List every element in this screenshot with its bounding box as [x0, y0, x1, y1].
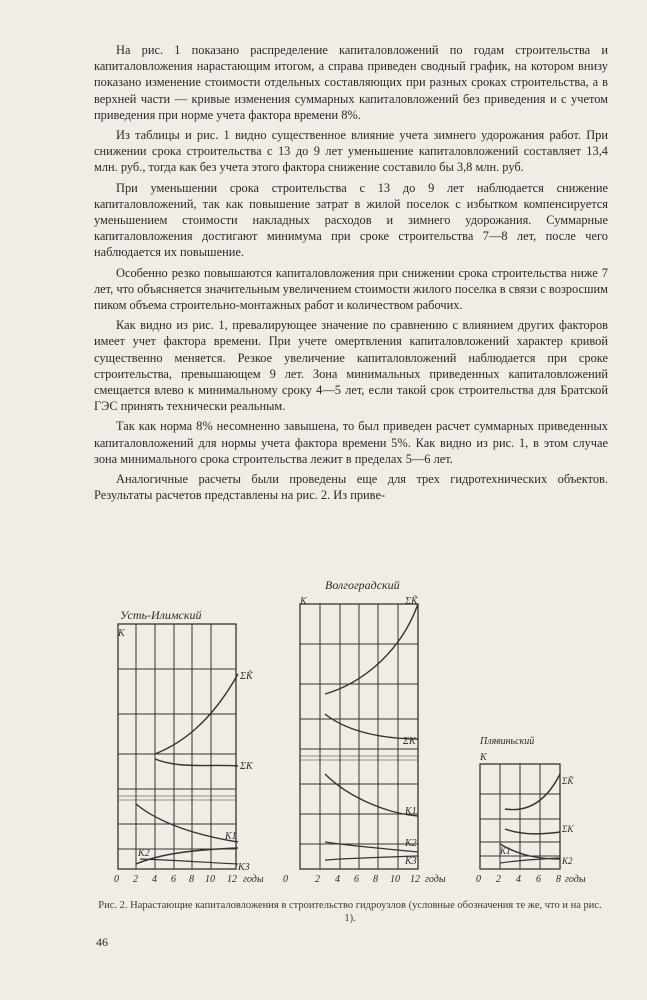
paragraph-4: Особенно резко повышаются капиталовложения при снижении срока строительства ниже 7 лет, что объясняется значительным увеличением стоимости жилого поселка в связи с возросшим пиком объема строительно-монтажных работ и количеством рабочих.	[94, 265, 608, 313]
x-tick-c1-12: 12	[227, 874, 237, 885]
paragraph-6: Так как норма 8% несомненно завышена, то был приведен расчет суммарных приведенных капиталовложений для нормы учета фактора времени 5%. Как видно из рис. 1, в этом случае зона минимального срока строительства лежит в пределах 5—6 лет.	[94, 419, 608, 466]
curve-label-c3-k1: K1	[500, 846, 511, 856]
paragraph-1: На рис. 1 показано распределение капиталовложений по годам строительства и капиталовложения нарастающим итогом, а справа приведен сводный график, на котором внизу показано изменение стоимости отдельных составляющих при разных сроках строительства, а в верхней части — кривые изменения суммарных капиталовложений без приведения и с учетом приведения при норме учета фактора времени 8%.	[94, 43, 608, 122]
curve-label-c2-sum: ΣK	[403, 736, 416, 747]
x-tick-c1-4: 4	[152, 874, 157, 885]
page-number: 46	[96, 935, 108, 949]
y-label-chart-2: К	[300, 596, 307, 607]
curve-label-c2-k1: K1	[405, 806, 417, 817]
curve-label-c1-k1: K1	[225, 831, 237, 842]
curve-label-c1-sum-reduced: ΣK̃	[240, 671, 253, 682]
curve-label-c1-k2: K2	[138, 848, 150, 859]
x-tick-c1-6: 6	[171, 874, 176, 885]
curve-label-c3-k2: K2	[562, 856, 573, 866]
y-label-chart-1: К	[118, 628, 125, 639]
x-tick-c3-6: 6	[536, 874, 541, 885]
x-tick-c3-2: 2	[496, 874, 501, 885]
x-tick-c1-10: 10	[205, 874, 215, 885]
figure-2	[100, 574, 600, 894]
x-unit-c3: годы	[565, 874, 586, 885]
x-unit-c2: годы	[425, 874, 446, 885]
chart-ust-ilimsky	[118, 624, 238, 869]
chart-volgogradsky	[300, 604, 418, 869]
figure-caption: Рис. 2. Нарастающие капиталовложения в строительство гидроузлов (условные обозначения те же, что и на рис. 1).	[98, 900, 602, 924]
x-tick-c2-8: 8	[373, 874, 378, 885]
curve-label-c1-k3: K3	[238, 862, 250, 873]
curve-label-c3-sum: ΣK	[562, 824, 574, 834]
x-tick-c2-0: 0	[283, 874, 288, 885]
chart-title-volgogradsky: Волгоградский	[325, 578, 400, 592]
chart-title-plyavinsky: Плявиньский	[480, 736, 535, 747]
x-tick-c1-2: 2	[133, 874, 138, 885]
x-tick-c2-10: 10	[390, 874, 400, 885]
x-tick-c2-2: 2	[315, 874, 320, 885]
x-tick-c2-4: 4	[335, 874, 340, 885]
chart-plyavinsky	[480, 764, 560, 869]
body-text	[94, 42, 608, 507]
x-unit-c1: годы	[243, 874, 264, 885]
x-tick-c3-8: 8	[556, 874, 561, 885]
curve-label-c2-sum-reduced: ΣK̃	[405, 596, 418, 607]
x-tick-c3-4: 4	[516, 874, 521, 885]
x-tick-c3-0: 0	[476, 874, 481, 885]
x-tick-c1-0: 0	[114, 874, 119, 885]
curve-label-c2-k2: K2	[405, 838, 417, 849]
x-tick-c2-12: 12	[410, 874, 420, 885]
curve-label-c3-sum-reduced: ΣK̃	[562, 776, 574, 786]
x-tick-c2-6: 6	[354, 874, 359, 885]
curve-label-c1-sum: ΣK	[240, 761, 253, 772]
chart-title-ust-ilimsky: Усть-Илимский	[120, 608, 202, 622]
figure-2-graphs	[100, 574, 600, 894]
paragraph-7: Аналогичные расчеты были проведены еще для трех гидротехнических объектов. Результаты расчетов представлены на рис. 2. Из приве-	[94, 472, 608, 503]
paragraph-3: При уменьшении срока строительства с 13 до 9 лет наблюдается снижение капиталовложений, так как повышение затрат в жилой поселок с избытком компенсируется уменьшением стоимости накладных расходов и зимнего удорожания. Суммарные капиталовложения достигают минимума при сроке строительства 7—8 лет, после чего наблюдается их повышение.	[94, 180, 608, 260]
y-label-chart-3: К	[480, 752, 487, 763]
x-tick-c1-8: 8	[189, 874, 194, 885]
paragraph-2: Из таблицы и рис. 1 видно существенное влияние учета зимнего удорожания работ. При снижении срока строительства с 13 до 9 лет уменьшение капиталовложений составляет 13,4 млн. руб., тогда как без учета этого фактора снижение составило бы 3,8 млн. руб.	[94, 128, 608, 175]
curve-label-c2-k3: K3	[405, 856, 417, 867]
paragraph-5: Как видно из рис. 1, превалирующее значение по сравнению с влиянием других факторов имеет учет фактора времени. При учете омертвления капиталовложений характер кривой существенно меняется. Резкое увеличение капиталовложений наблюдается при сроке строительства, превышающем 9 лет. Зона минимальных приведенных капиталовложений смещается влево к минимальному сроку 4—5 лет, если такой срок строительства для Братской ГЭС принять технически реальным.	[94, 318, 608, 414]
